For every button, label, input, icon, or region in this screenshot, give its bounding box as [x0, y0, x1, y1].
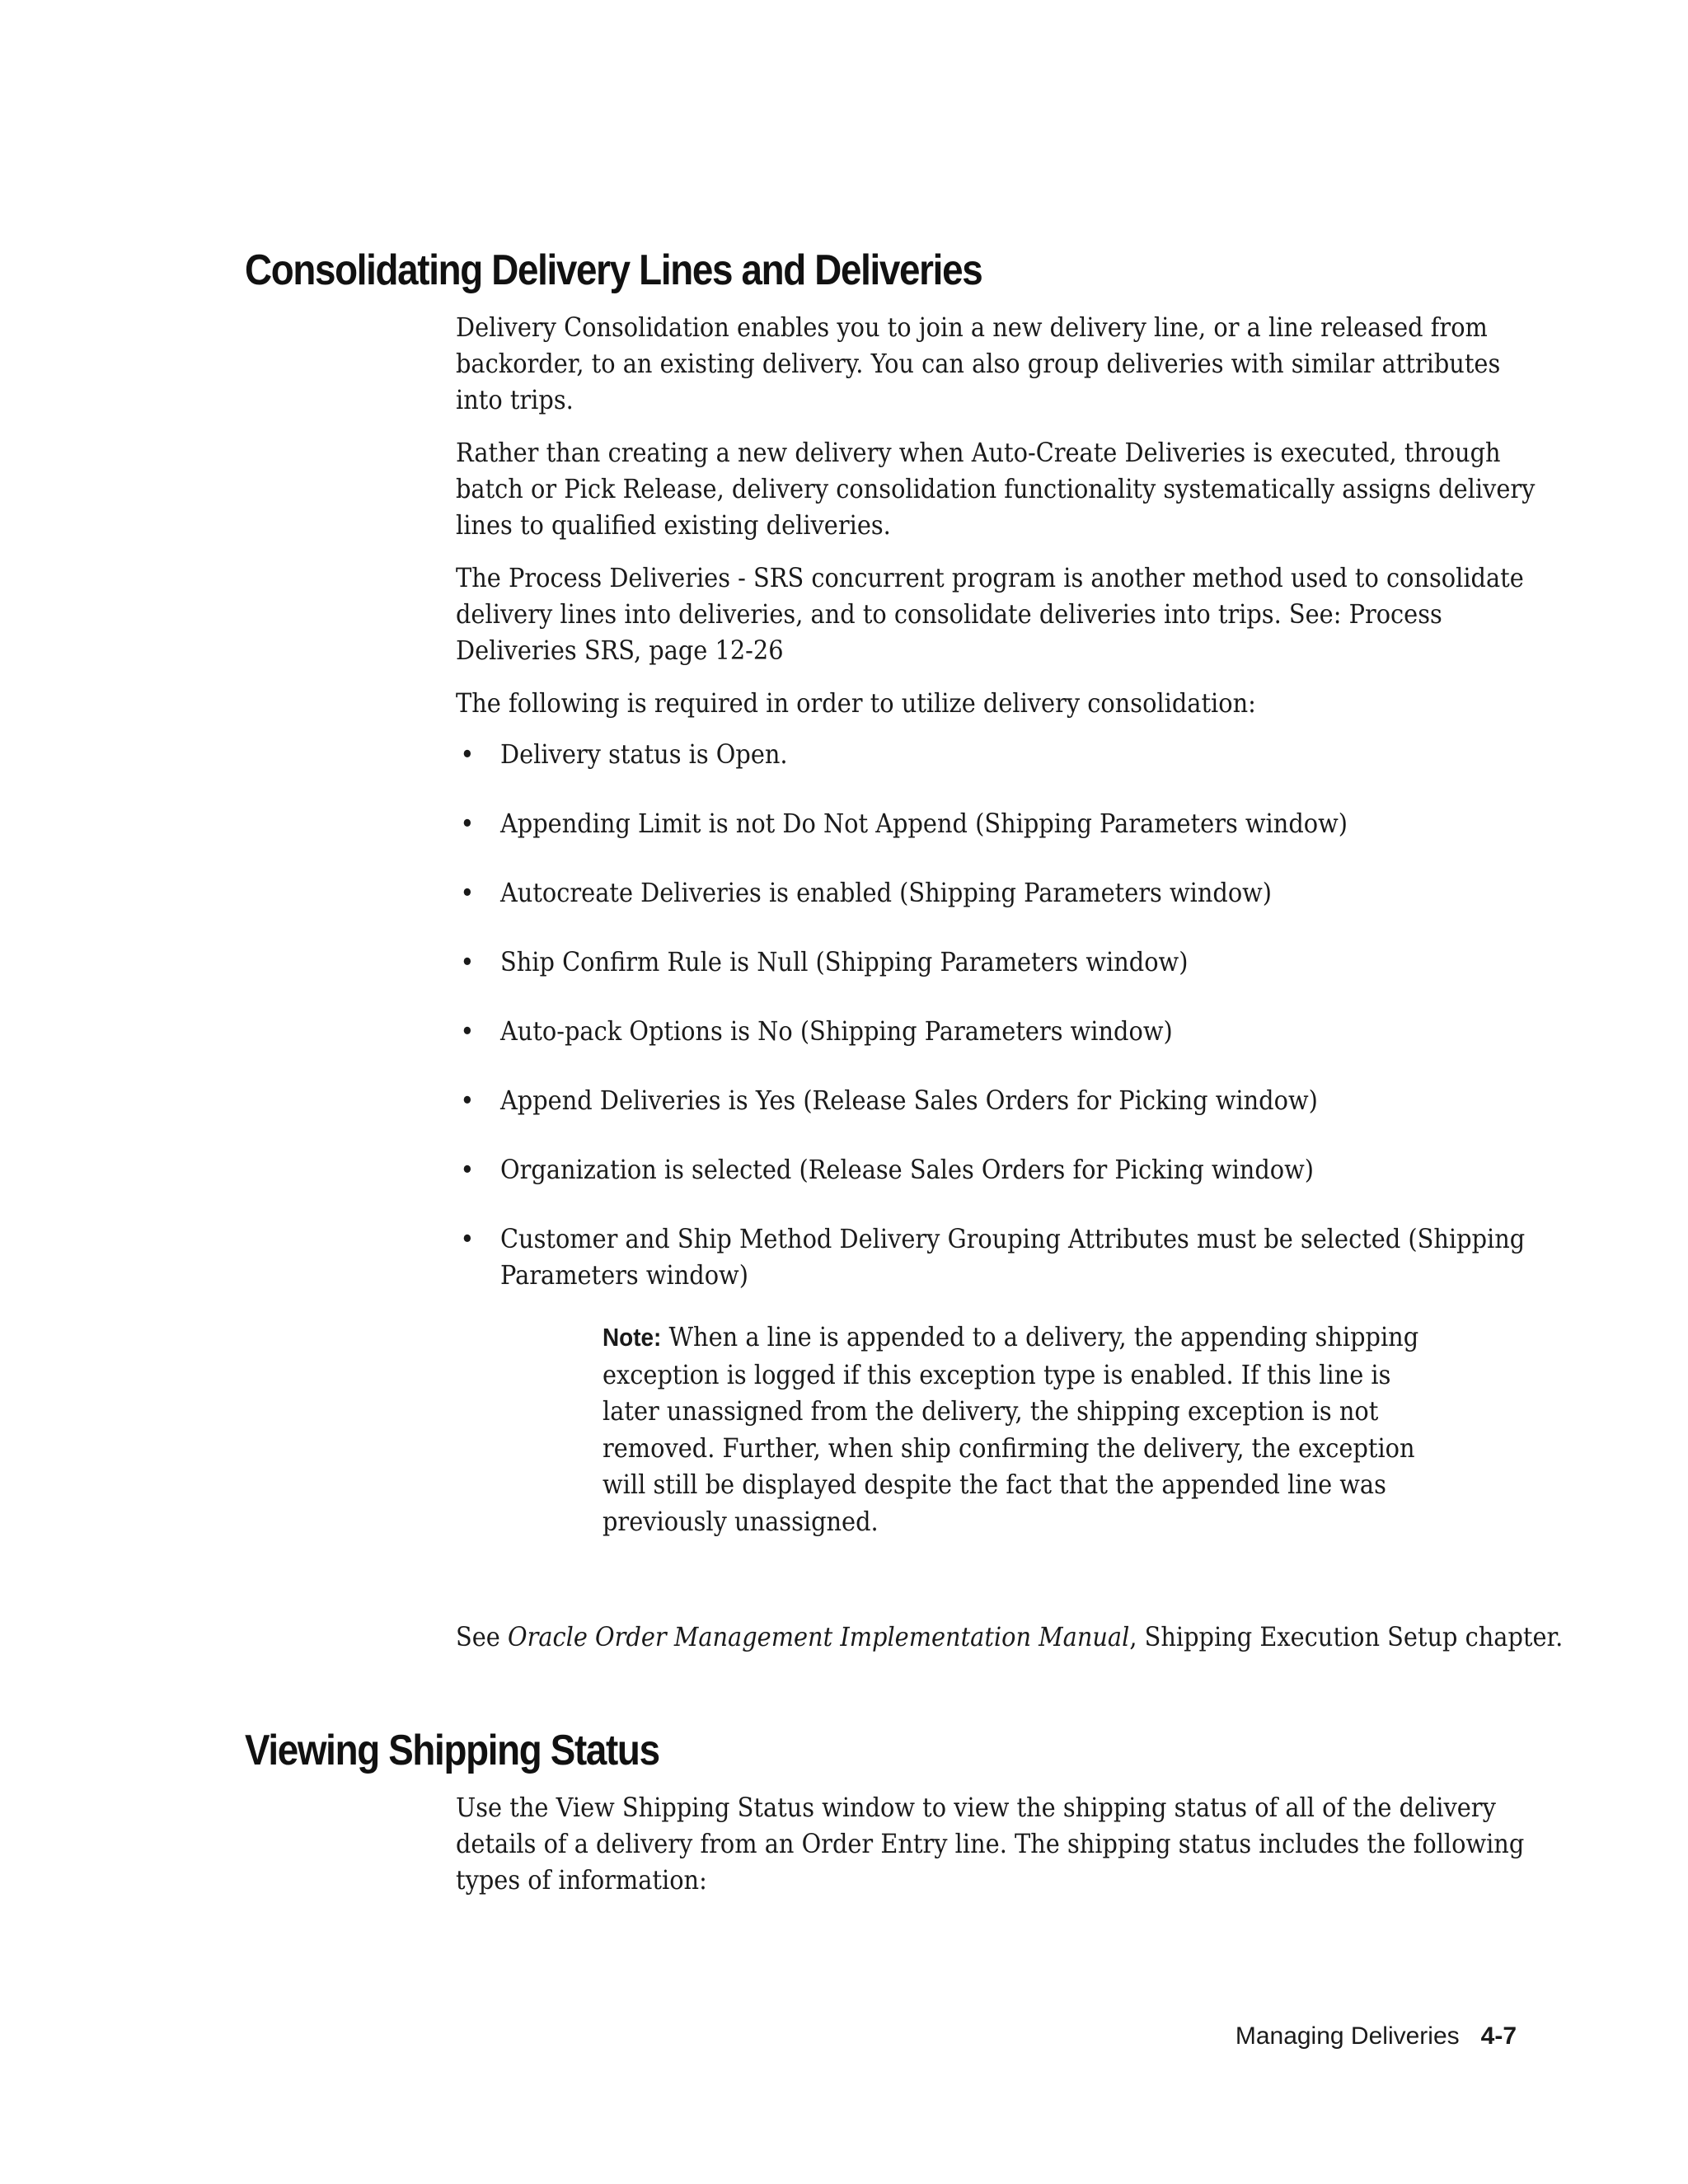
list-item: • Auto-pack Options is No (Shipping Parameters window): [456, 1013, 1536, 1049]
see-also-prefix: See: [456, 1621, 508, 1652]
bullet-icon: •: [460, 808, 475, 839]
section-heading-consolidating: Consolidating Delivery Lines and Deliveries: [245, 246, 982, 294]
paragraph-process-deliveries: The Process Deliveries - SRS concurrent program is another method used to consolidate delivery lines into deliveries, and to consolidate deliveries into trips. See: Process Deliveries SRS, page 12-26: [456, 562, 1524, 666]
see-also-suffix: , Shipping Execution Setup chapter.: [1129, 1621, 1564, 1652]
bullet-icon: •: [460, 877, 475, 908]
section-body-consolidating: [456, 309, 1536, 1326]
bullet-icon: •: [460, 1015, 475, 1047]
footer-page-number: 4-7: [1480, 2022, 1517, 2050]
bullet-icon: •: [460, 1085, 475, 1116]
bullet-icon: •: [460, 1223, 475, 1254]
bullet-icon: •: [460, 946, 475, 977]
see-also-line: [456, 1619, 1564, 1655]
section-body-viewing-shipping-status: [456, 1789, 1536, 1915]
list-item: • Append Deliveries is Yes (Release Sales Orders for Picking window): [456, 1082, 1536, 1118]
list-item: • Organization is selected (Release Sales Orders for Picking window): [456, 1151, 1536, 1188]
note-block: [603, 1319, 1427, 1540]
list-item: • Delivery status is Open.: [456, 736, 1536, 772]
note-text: When a line is appended to a delivery, the appending shipping exception is logged if this exception type is enabled. If this line is later unassigned from the delivery, the shipping exception is not removed. Further, when ship confirming the delivery, the exception will still be displayed despite the fact that the appended line was previously unassigned.: [603, 1321, 1419, 1537]
see-also-title: Oracle Order Management Implementation Manual: [507, 1621, 1130, 1652]
bullet-icon: •: [460, 1154, 475, 1185]
paragraph-view-shipping-status: Use the View Shipping Status window to view the shipping status of all of the delivery details of a delivery from an Order Entry line. The shipping status includes the following types of information:: [456, 1792, 1525, 1896]
paragraph-intro: Delivery Consolidation enables you to join a new delivery line, or a line released from backorder, to an existing delivery. You can also group deliveries with similar attributes into trips.: [456, 312, 1501, 415]
bullet-icon: •: [460, 738, 475, 770]
requirements-list: [456, 736, 1536, 1293]
paragraph-auto-create: Rather than creating a new delivery when Auto-Create Deliveries is executed, through batch or Pick Release, delivery consolidation functionality systematically assigns delivery lines to qualified existing deliveries.: [456, 437, 1536, 541]
list-item: • Ship Confirm Rule is Null (Shipping Parameters window): [456, 944, 1536, 980]
list-item: • Autocreate Deliveries is enabled (Shipping Parameters window): [456, 874, 1536, 911]
list-item: • Appending Limit is not Do Not Append (Shipping Parameters window): [456, 805, 1536, 841]
page-footer: [1236, 2022, 1517, 2051]
note-label: Note:: [603, 1323, 662, 1352]
footer-chapter-title: Managing Deliveries: [1235, 2022, 1460, 2050]
list-item: • Customer and Ship Method Delivery Grouping Attributes must be selected (Shipping Parameters window): [456, 1221, 1536, 1293]
paragraph-requirements-intro: The following is required in order to utilize delivery consolidation:: [456, 687, 1256, 719]
section-heading-viewing-shipping-status: Viewing Shipping Status: [245, 1727, 659, 1774]
